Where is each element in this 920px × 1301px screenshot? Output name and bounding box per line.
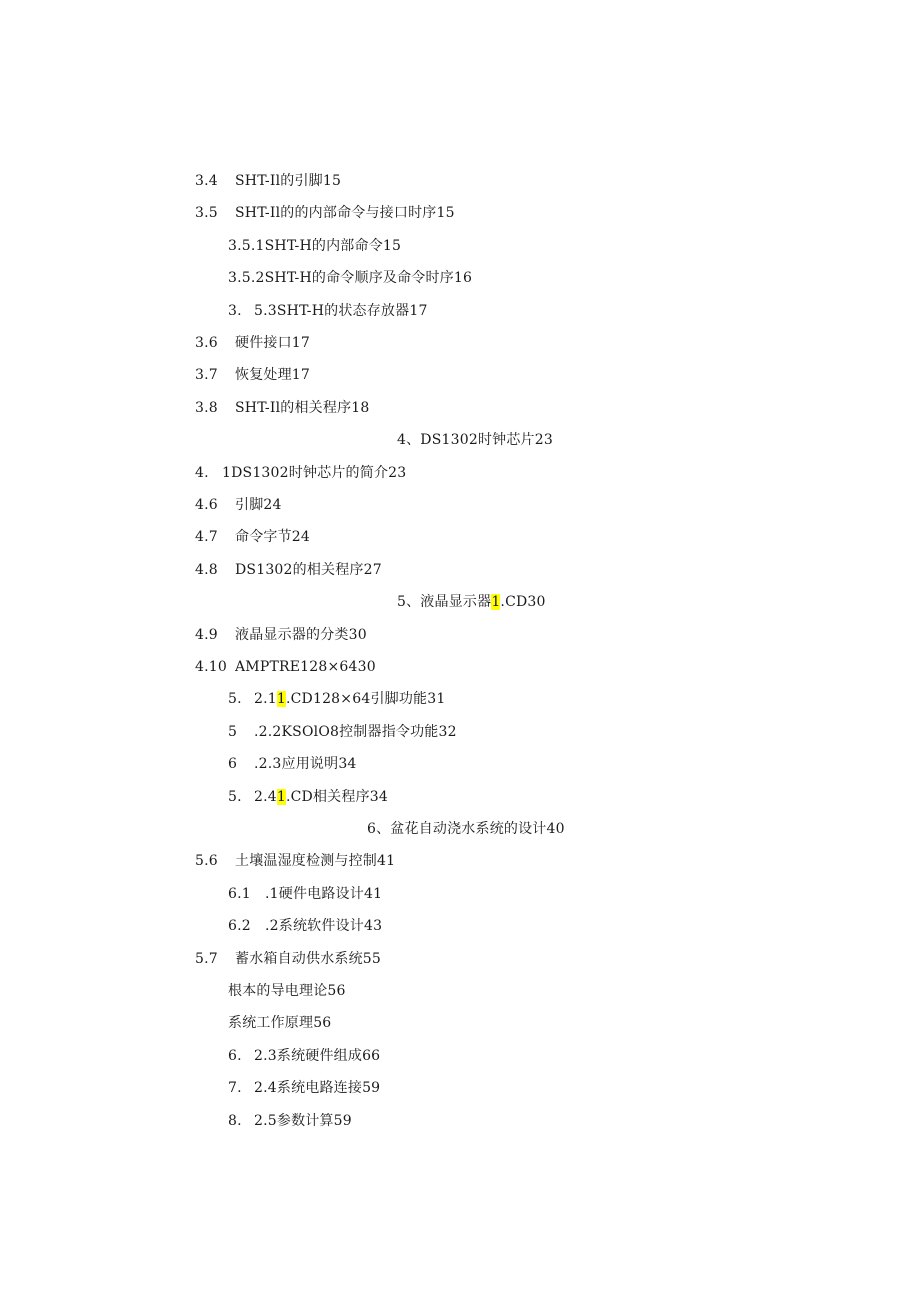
toc-entry-title: .2.2KSOlO8控制器指令功能32	[254, 723, 457, 740]
toc-entry-title: 1DS1302时钟芯片的简介23	[222, 464, 407, 481]
toc-entry	[195, 496, 282, 514]
toc-entry	[195, 950, 381, 968]
toc-entry-title: 3.5.1SHT-H的内部命令15	[228, 237, 402, 254]
toc-entry-title: 恢复处理17	[235, 367, 311, 384]
toc-entry	[195, 464, 406, 482]
toc-entry-title: SHT-Il的引脚15	[235, 173, 342, 189]
toc-entry	[367, 820, 565, 838]
highlighted-text: 1	[491, 594, 501, 611]
toc-entry	[397, 431, 553, 449]
toc-entry-title: AMPTRE128×6430	[235, 659, 376, 675]
toc-entry-number: 4.10	[195, 659, 227, 675]
toc-entry-title: 蓄水箱自动供水系统55	[235, 950, 382, 967]
toc-entry-number: 4.9	[195, 626, 218, 643]
toc-entry-number: 3.8	[195, 399, 218, 416]
toc-entry	[195, 204, 455, 222]
toc-entry-number: 3.7	[195, 367, 218, 384]
toc-entry-title-rest: .CD128×64引脚功能31	[285, 691, 446, 708]
toc-entry	[195, 561, 382, 579]
highlighted-text: 1	[276, 691, 286, 708]
toc-entry-title: .1硬件电路设计41	[265, 885, 383, 902]
toc-entry-title: 液晶显示器的分类30	[235, 626, 367, 643]
toc-entry	[195, 366, 310, 384]
toc-entry-title: 2.4	[254, 788, 277, 805]
toc-entry-number: 7.	[228, 1080, 242, 1097]
toc-entry-number: 5	[228, 723, 238, 740]
toc-entry	[195, 852, 395, 870]
toc-entry	[195, 626, 367, 644]
toc-entry-number: 3.4	[195, 173, 218, 189]
toc-entry	[195, 334, 310, 352]
toc-entry-number: 5.	[228, 691, 242, 708]
toc-entry-title: 系统工作原理56	[228, 1015, 332, 1032]
toc-entry	[397, 593, 546, 611]
toc-entry	[228, 1047, 380, 1065]
toc-entry-title: 2.4系统电路连接59	[254, 1080, 381, 1097]
toc-entry-title: SHT-Il的的内部命令与接口时序15	[235, 205, 455, 222]
toc-entry	[228, 755, 357, 773]
toc-entry-title-rest: .CD30	[500, 594, 546, 611]
toc-entry	[195, 172, 341, 190]
toc-entry-number: 6.1	[228, 885, 251, 902]
toc-entry-title: 2.3系统硬件组成66	[254, 1047, 381, 1064]
toc-entry-title: 命令字节24	[235, 529, 311, 546]
toc-entry-number: 6.2	[228, 918, 251, 935]
toc-entry-title: 根本的导电理论56	[228, 983, 346, 999]
toc-entry-number: 3.	[228, 302, 242, 319]
toc-entry-number: 5.6	[195, 853, 218, 870]
toc-entry-number: 6	[228, 756, 238, 773]
toc-entry	[228, 788, 388, 806]
toc-entry-title: 2.1	[254, 691, 277, 708]
toc-entry-number: 4.6	[195, 497, 218, 513]
toc-entry-number: 6.	[228, 1047, 242, 1064]
toc-entry	[228, 723, 457, 741]
toc-entry	[195, 658, 376, 676]
toc-entry	[228, 1079, 380, 1097]
toc-entry-title: DS1302的相关程序27	[235, 561, 382, 578]
toc-entry-title: .2.3应用说明34	[254, 756, 357, 773]
toc-entry-title: 4、DS1302时钟芯片23	[397, 432, 553, 449]
toc-entry	[228, 302, 428, 320]
toc-entry-title: 3.5.2SHT-H的命令顺序及命令时序16	[228, 270, 473, 287]
toc-entry	[195, 528, 310, 546]
toc-entry-title: 硬件接口17	[235, 335, 311, 351]
toc-entry	[228, 917, 382, 935]
toc-entry	[228, 690, 445, 708]
toc-entry-number: 4.7	[195, 529, 218, 546]
toc-entry-title: 引脚24	[235, 497, 282, 513]
toc-entry-title: 5、液晶显示器	[397, 594, 492, 611]
toc-entry	[195, 399, 370, 417]
toc-entry	[228, 1112, 352, 1130]
toc-entry-number: 5.	[228, 788, 242, 805]
toc-entry-title: 土壤温湿度检测与控制41	[235, 853, 396, 870]
toc-entry	[228, 269, 472, 287]
toc-entry-number: 3.6	[195, 335, 218, 351]
toc-entry-number: 3.5	[195, 205, 218, 222]
toc-entry-title-rest: .CD相关程序34	[285, 788, 388, 805]
toc-entry-number: 4.8	[195, 561, 218, 578]
toc-entry-title: SHT-Il的相关程序18	[235, 399, 370, 416]
toc-entry	[228, 982, 346, 1000]
toc-entry-title: 5.3SHT-H的状态存放器17	[254, 302, 428, 319]
toc-entry-title: 2.5参数计算59	[254, 1112, 352, 1129]
highlighted-text: 1	[276, 788, 286, 805]
toc-entry-title: 6、盆花自动浇水系统的设计40	[367, 821, 565, 837]
toc-entry-title: .2系统软件设计43	[265, 918, 383, 935]
toc-entry-number: 4.	[195, 464, 209, 481]
toc-entry	[228, 885, 382, 903]
toc-entry-number: 8.	[228, 1112, 242, 1129]
toc-entry	[228, 1014, 331, 1032]
toc-entry	[228, 237, 401, 255]
toc-entry-number: 5.7	[195, 950, 218, 967]
